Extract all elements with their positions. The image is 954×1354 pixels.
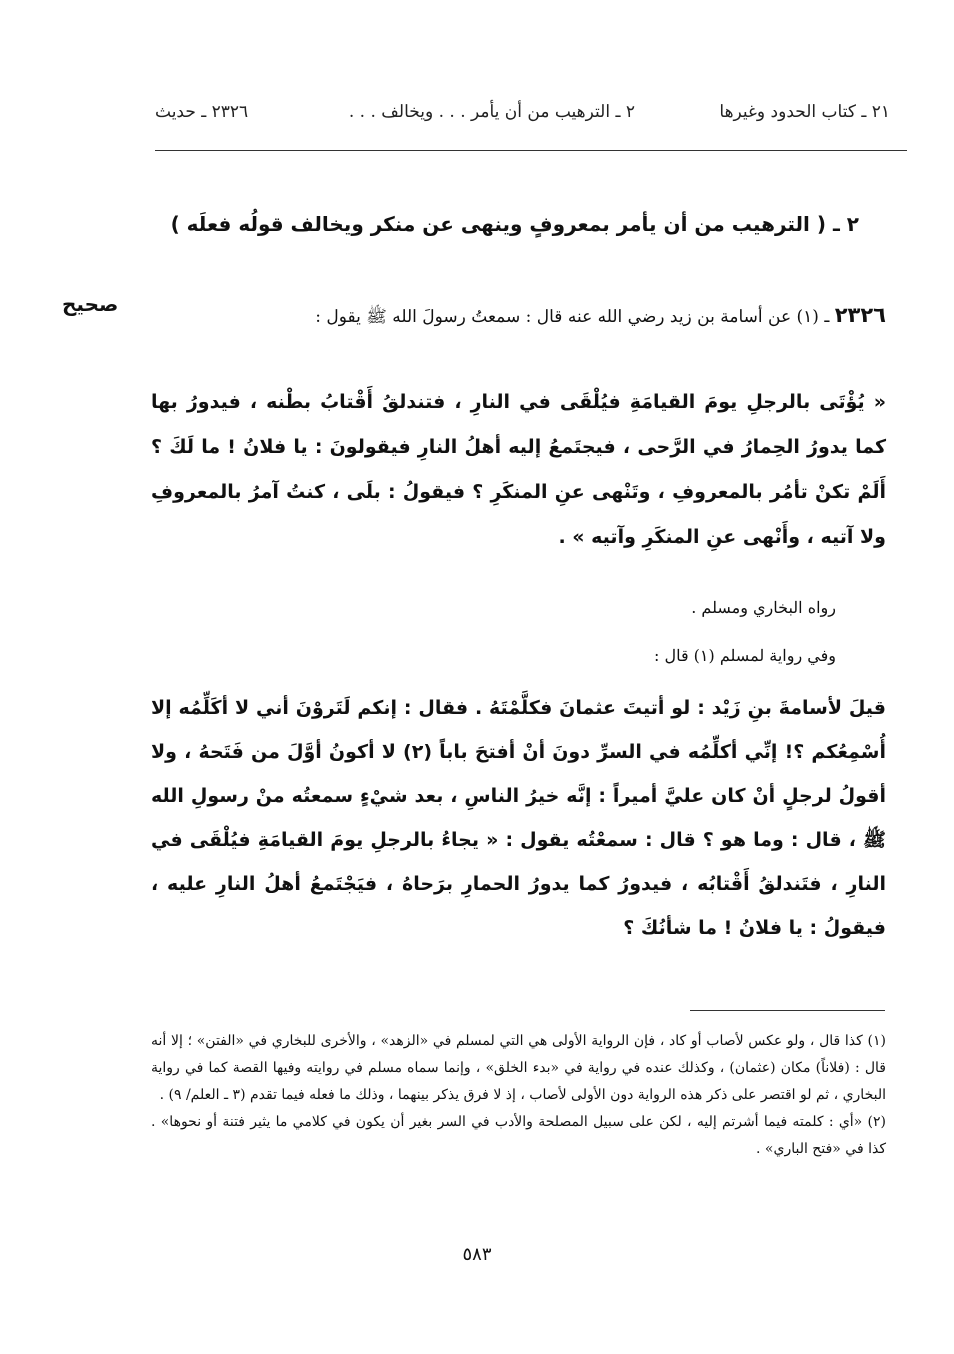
footnotes: [151, 1028, 886, 1163]
footnote-divider: [690, 1010, 885, 1011]
hadith-source: رواه البخاري ومسلم .: [691, 598, 836, 617]
chapter-heading: ٢ ـ ( الترهيب من أن يأمر بمعروفٍ وينهى عن منكر ويخالف قولُه فعلَه ): [170, 212, 859, 236]
footnote-1: (١) كذا قال ، ولو عكس لأصاب أو كاد ، فإن الرواية الأولى هي التي لمسلم في «الزهد» ، والأخرى للبخاري في «الفتن» ؛ إلا أنه قال : (فلاناً) مكان (عثمان) ، وكذلك عنده في رواية في «بدء الخلق» ، وإنما سماه مسلم في روايته وفيها القصة كما في رواية البخاري ، ثم لو اقتصر على ذكر هذه الرواية دون الأولى لأصاب ، إذ لا فرق يذكر بينهما ، وذلك ما فعله فيما تقدم (٣ ـ العلم/ ٩) .: [151, 1033, 886, 1103]
hadith-intro-text: ـ (١) عن أسامة بن زيد رضي الله عنه قال : سمعتُ رسولَ الله ﷺ يقول :: [315, 307, 830, 327]
header-chapter-title: ٢ ـ الترهيب من أن يأمر . . . ويخالف . . .: [348, 102, 635, 122]
header-book-title: ٢١ ـ كتاب الحدود وغيرها: [719, 102, 890, 122]
hadith-grade: صحيح: [62, 292, 119, 316]
header-divider: [155, 150, 907, 151]
hadith-text-variant: قيلَ لأسامةَ بنِ زَيْد : لو أتيتَ عثمانَ فكلَّمْتَهُ . فقال : إنكم لَتَروْنَ أني لا أكَلِّمُه إلا أُسْمِعُكم ؟! إنِّي أكلِّمُه في السرِّ دونَ أنْ أفتحَ باباً (٢) لا أكونُ أوَّلَ من فَتَحهُ ، ولا أقولُ لرجلٍ أنْ كان عليَّ أميراً : إنَّه خيرُ الناسِ ، بعد شيْءٍ سمعتُه منْ رسولِ الله ﷺ ، قال : وما هو ؟ قال : سمعْتُه يقول : « يجاءُ بالرجلِ يومَ القيامَةِ فيُلْقَى في النارِ ، فتَندلقُ أَقْتابُه ، فيدورُ كما يدورُ الحمارِ برَحاهُ ، فيَجْتَمعُ أهلُ النارِ عليه ، فيقولُ : يا فلانُ ! ما شأنُكَ ؟: [151, 697, 886, 939]
running-header: [155, 102, 890, 132]
footnote-2: (٢) «أي : كلمته فيما أشرتم إليه ، لكن على سبيل المصلحة والأدب في السر بغير أن يكون في كلامي ما يثير فتنة أو نحوها» . كذا في «فتح الباري» .: [151, 1114, 886, 1157]
variant-intro: وفي رواية لمسلم (١) قال :: [653, 646, 836, 665]
hadith-intro: [156, 292, 886, 340]
hadith-number: ٢٣٢٦: [834, 303, 886, 327]
hadith-text-main: « يُؤْتَى بالرجلِ يومَ القيامَةِ فيُلْقَى في النارِ ، فتندلقُ أَقْتابُ بطْنه ، فيدورُ بها كما يدورُ الحِمارُ في الرَّحى ، فيجتَمعُ إليه أهلُ النارِ فيقولونَ : يا فلانُ ! ما لَكَ ؟ أَلَمْ تكنْ تأمُر بالمعروفِ ، وتَنْهى عنِ المنكَرِ ؟ فيقولُ : بلَى ، كنتُ آمرُ بالمعروفِ ولا آتيه ، وأَنْهى عنِ المنكَرِ وآتيه » .: [151, 391, 886, 548]
page-number: ٥٨٣: [462, 1244, 492, 1265]
header-hadith-ref: ٢٣٢٦ ـ حديث: [155, 102, 249, 122]
